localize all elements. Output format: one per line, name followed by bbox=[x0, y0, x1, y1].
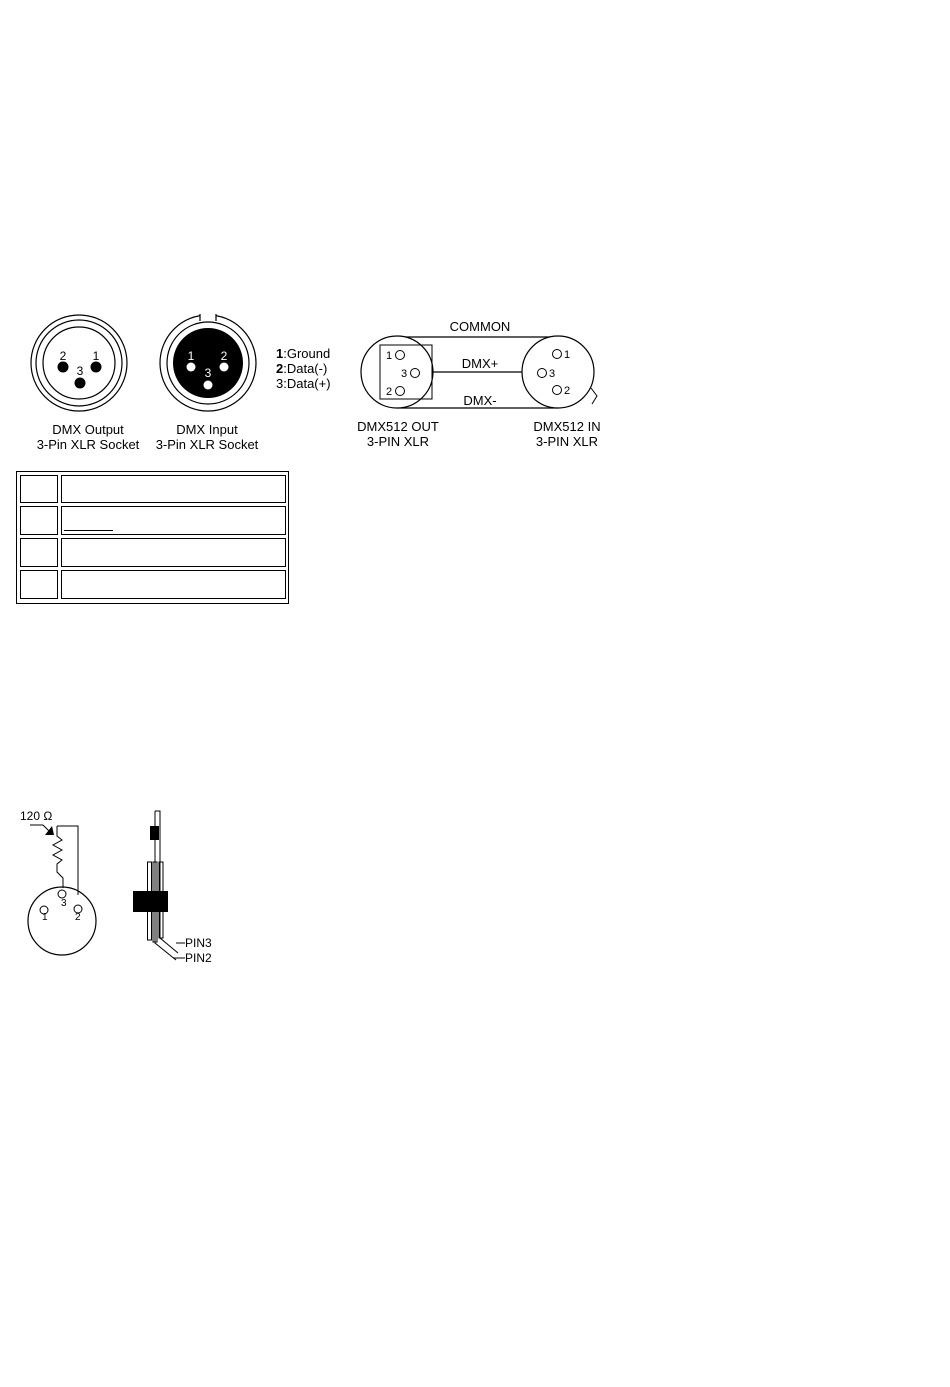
terminator-side-view bbox=[133, 811, 212, 965]
resistor-symbol-icon bbox=[53, 826, 63, 888]
table-row bbox=[21, 476, 286, 503]
pin-legend bbox=[276, 346, 331, 391]
output-pin-3-hole bbox=[75, 378, 86, 389]
heat-shrink-sleeve bbox=[150, 826, 159, 840]
dmx-cable-wiring bbox=[357, 319, 600, 449]
legend-item-ground: 1:Ground bbox=[276, 346, 331, 361]
table-row bbox=[21, 507, 286, 535]
cable-in-title: DMX512 IN bbox=[533, 419, 601, 434]
output-socket-title: DMX Output bbox=[52, 422, 124, 437]
table-row bbox=[21, 571, 286, 599]
output-pin-2-label: 2 bbox=[59, 349, 67, 363]
in-connector-latch bbox=[591, 388, 597, 404]
cable-in-subtitle: 3-PIN XLR bbox=[535, 434, 599, 449]
in-connector-body bbox=[522, 336, 594, 408]
legend-item-data-minus: 2:Data(-) bbox=[276, 361, 328, 376]
output-pin-2-hole bbox=[58, 362, 69, 373]
terminator-pin-1-label: 1 bbox=[42, 912, 48, 923]
out-connector-pin-2-label: 2 bbox=[386, 386, 393, 398]
table-cell-description bbox=[62, 476, 286, 503]
resistor-lead-to-pin2 bbox=[57, 826, 78, 895]
in-connector-pin-1-label: 1 bbox=[564, 349, 571, 361]
cable-out-connector bbox=[361, 336, 433, 408]
common-label: COMMON bbox=[449, 319, 511, 334]
dmx-terminator bbox=[20, 809, 96, 955]
input-pin-2-label: 2 bbox=[220, 349, 228, 363]
blank-table bbox=[17, 472, 289, 604]
output-pin-3-label: 3 bbox=[76, 364, 84, 378]
input-pin-3-label: 3 bbox=[204, 366, 212, 380]
input-pin-1 bbox=[187, 363, 196, 372]
input-socket-title: DMX Input bbox=[176, 422, 238, 437]
table-cell-description bbox=[62, 571, 286, 599]
dmx-output-socket bbox=[31, 315, 140, 452]
table-cell-number bbox=[21, 507, 58, 535]
input-pin-3 bbox=[204, 381, 213, 390]
resistor-value-label: 120 Ω bbox=[20, 809, 53, 823]
terminator-pin-3-label: 3 bbox=[61, 898, 67, 909]
table-cell-number bbox=[21, 539, 58, 567]
output-socket-outer-ring bbox=[31, 315, 127, 411]
dmx-minus-label: DMX- bbox=[463, 393, 497, 408]
input-socket-subtitle: 3-Pin XLR Socket bbox=[155, 437, 259, 452]
terminator-pin-3 bbox=[58, 890, 66, 898]
input-pin-1-label: 1 bbox=[187, 349, 195, 363]
connector-clamp-band bbox=[133, 891, 168, 912]
in-connector-pin-2-label: 2 bbox=[564, 385, 571, 397]
dmx-plus-label: DMX+ bbox=[461, 356, 499, 371]
pin2-label: PIN2 bbox=[185, 951, 212, 965]
input-socket-latch-notch bbox=[200, 312, 216, 320]
output-pin-1-hole bbox=[91, 362, 102, 373]
output-socket-subtitle: 3-Pin XLR Socket bbox=[36, 437, 140, 452]
pin3-label: PIN3 bbox=[185, 936, 212, 950]
out-connector-pin-3-label: 3 bbox=[401, 368, 408, 380]
legend-item-data-plus: 3:Data(+) bbox=[276, 376, 331, 391]
output-pin-1-label: 1 bbox=[92, 349, 100, 363]
dmx-input-socket bbox=[156, 312, 259, 452]
out-connector-pin-1-label: 1 bbox=[386, 350, 393, 362]
cable-in-connector bbox=[522, 336, 597, 408]
table-row bbox=[21, 539, 286, 567]
table-cell-number bbox=[21, 571, 58, 599]
input-pin-2 bbox=[220, 363, 229, 372]
table-cell-description bbox=[62, 539, 286, 567]
output-socket-middle-ring bbox=[36, 320, 122, 406]
out-connector-body bbox=[361, 336, 433, 408]
table-cell-number bbox=[21, 476, 58, 503]
resistor-arrow-icon bbox=[45, 826, 54, 835]
cable-out-subtitle: 3-PIN XLR bbox=[366, 434, 430, 449]
cable-out-title: DMX512 OUT bbox=[357, 419, 439, 434]
terminator-pin-2-label: 2 bbox=[75, 912, 81, 923]
in-connector-pin-3-label: 3 bbox=[549, 368, 556, 380]
